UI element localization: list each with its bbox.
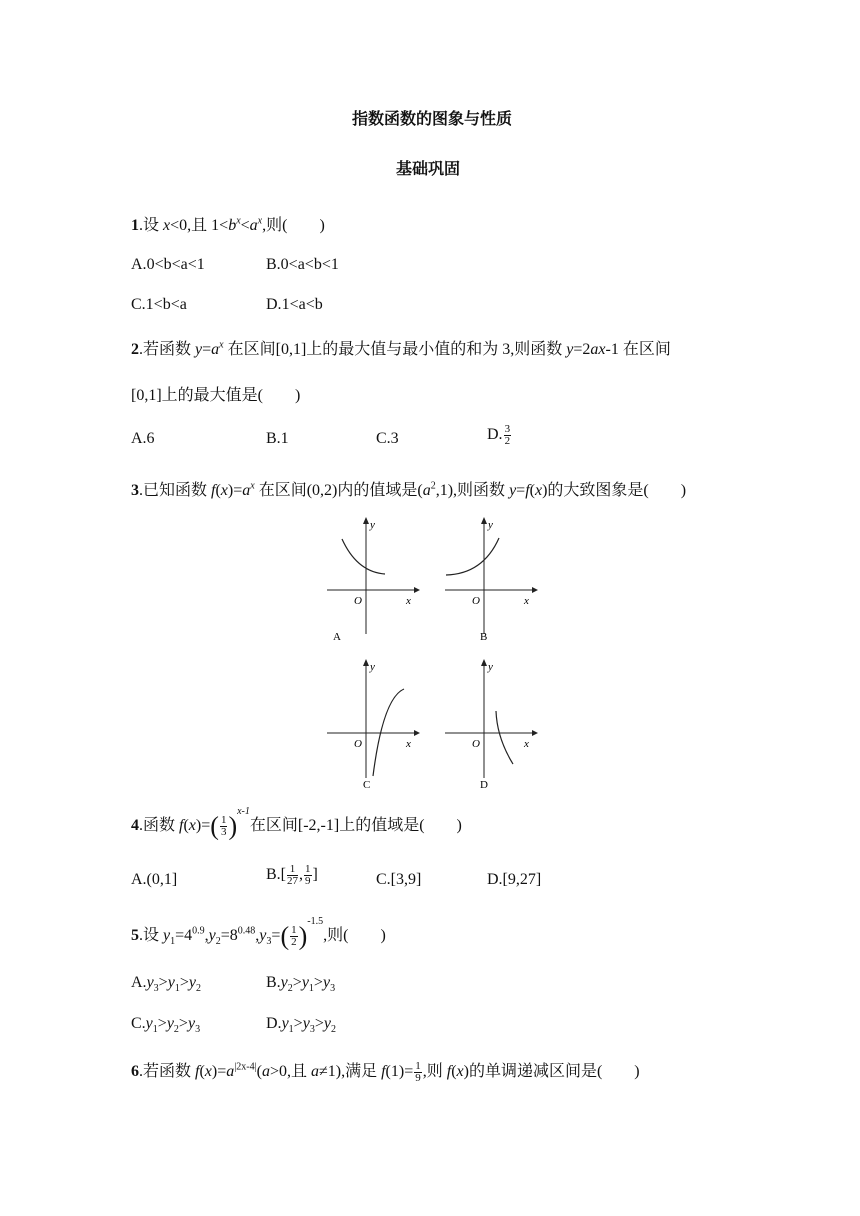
graph-option-C[interactable] (322, 656, 422, 790)
option-D[interactable]: $D.y_1>y_3>y_2$ (266, 1015, 336, 1036)
axis-y-label: y (370, 519, 375, 531)
option-D[interactable]: D.[9,27] (487, 871, 542, 888)
graph-label: D (480, 779, 488, 790)
option-B[interactable]: $B.y_2>y_1>y_3$ (266, 974, 336, 995)
option-C[interactable]: C.1<b<a (131, 296, 187, 313)
question-number: 3 (131, 482, 139, 499)
question-2-stem: 2.若函数 $y=a^x$ 在区间[0,1]上的最大值与最小值的和为 3,则函数 y=2ax-1 在区间 (131, 339, 671, 358)
option-C[interactable]: $C.y_1>y_2>y_3$ (131, 1015, 201, 1036)
axis-x-label: x (524, 595, 529, 607)
question-2-stem-line2: [0,1]上的最大值是( ) (131, 387, 301, 404)
question-number: 5 (131, 927, 139, 944)
option-D[interactable]: D.1<a<b (266, 296, 323, 313)
section-heading: 基础巩固 (396, 159, 461, 178)
option-D[interactable]: D. $\frac{3}{2}$ (487, 423, 511, 447)
question-1-stem: 1.设 x<0,且 $1<b^x<a^x$,则( ) (131, 215, 325, 234)
axis-x-label: x (406, 595, 411, 607)
axis-y-label: y (488, 661, 493, 673)
option-A[interactable]: A.6 (131, 430, 155, 447)
question-number: 4 (131, 817, 139, 834)
origin-label: O (472, 595, 480, 607)
question-3-stem: 3.已知函数 $f(x)=a^x$ 在区间(0,2)内的值域是$(a^2,1)$,则函数 y=f(x)的大致图象是( ) (131, 480, 687, 499)
origin-label: O (472, 738, 480, 750)
graph-label: C (363, 779, 371, 790)
graph-option-D[interactable] (440, 656, 540, 790)
graph-label: A (333, 631, 341, 643)
graph-label: B (480, 631, 488, 643)
origin-label: O (354, 595, 362, 607)
question-6-stem: 6.若函数 $f(x)=a^{|2x-4|}(a>0$,且 a≠1),满足 f(1)= $\frac{1}{9}$ ,则 f(x)的单调递减区间是( ) (131, 1059, 640, 1084)
option-A[interactable]: A.0<b<a<1 (131, 256, 205, 273)
page-title: 指数函数的图象与性质 (352, 109, 513, 128)
axis-x-label: x (524, 738, 529, 750)
axis-x-label: x (406, 738, 411, 750)
option-B[interactable]: B.0<a<b<1 (266, 256, 339, 273)
option-B[interactable]: B.1 (266, 430, 289, 447)
axis-y-label: y (370, 661, 375, 673)
origin-label: O (354, 738, 362, 750)
graph-option-A[interactable] (322, 514, 422, 644)
question-number: 1 (131, 217, 139, 234)
option-B[interactable]: B.[ $\frac{1}{27}$ , $\frac{1}{9}$ ] (266, 863, 318, 887)
question-4-stem: 4.函数 f(x)=( $\frac{1}{3}$ )$^{x-1}$在区间[-2,-1]上的值域是( ) (131, 805, 462, 841)
axis-y-label: y (488, 519, 493, 531)
graph-option-B[interactable] (440, 514, 540, 644)
option-C[interactable]: C.3 (376, 430, 399, 447)
question-number: 6 (131, 1063, 139, 1080)
option-A[interactable]: $A.y_3>y_1>y_2$ (131, 974, 201, 995)
question-number: 2 (131, 341, 139, 358)
option-A[interactable]: A.(0,1] (131, 871, 178, 888)
option-C[interactable]: C.[3,9] (376, 871, 422, 888)
question-5-stem: 5.设 $y_1=4^{0.9},y_2=8^{0.48},y_3=$( $\frac{1}{2}$ )$^{-1.5}$,则( ) (131, 915, 386, 951)
